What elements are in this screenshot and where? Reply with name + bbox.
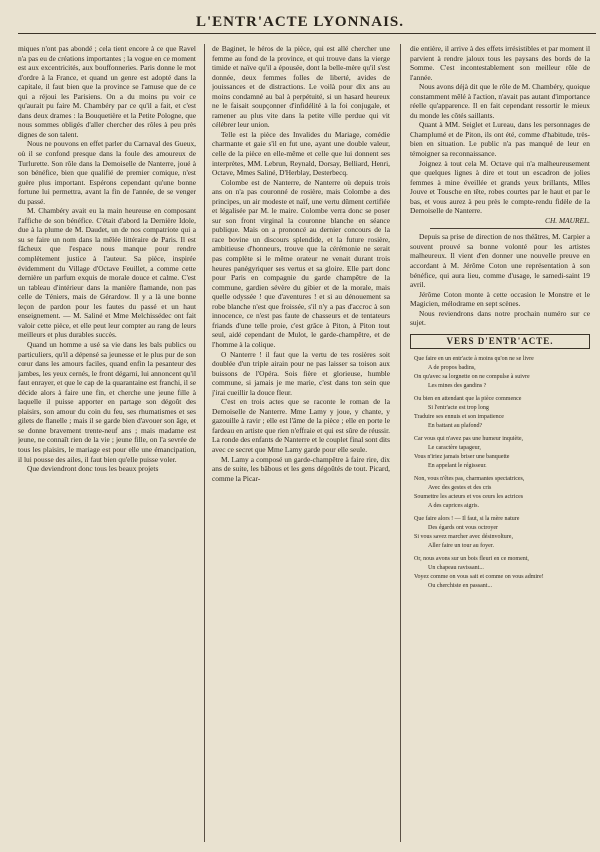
verse-line: Des égards ont vous octroyer	[428, 525, 498, 532]
column-divider	[204, 44, 205, 842]
paragraph: Depuis sa prise de direction de nos théâtres, M. Carpier a souvent prouvé sa bonne volonté pour les artistes malheureux. Il vient d'en donner une nouvelle preuve en accordant à M. Jérôme Coton une représentation à son bénéfice, qui aura lieu, comme d'usage, le samedi-saint 19 avril.	[410, 232, 590, 290]
verse-line: Que faire en un entr'acte à moins qu'on ne se livre	[414, 356, 534, 363]
verse-line: Aller faire un tour au foyer.	[428, 543, 494, 550]
paragraph: Joignez à tout cela M. Octave qui n'a malheureusement que quelques lignes à dire et tout un escadron de jolies femmes à mine éveillée et grands yeux brillants, Mlles Jouve et Tousche en tête, robes courtes par le haut et par le bas, et vous aurez à peu près le compte-rendu fidèle de la Demoiselle de Nanterre.	[410, 158, 590, 216]
paragraph: de Baginet, le héros de la pièce, qui est allé chercher une femme au fond de la province, et qui trouve dans la vierge timide et naïve qu'il a épousée, dont la belle-mère qu'il s'est donnée, deux femmes folles de liberté, avides de jouissances et de distractions. Le voilà pour dix ans au moins condamné au bal à perpétuité, si un hasard heureux ne le faisait soupçonner d'infidélité à la foi conjugale, et ramener au plus vite dans la petite ville perdue qui vit célébrer leur union.	[212, 44, 390, 130]
verse-line: Un chapeau ravissant...	[428, 565, 484, 572]
verse-block	[410, 355, 590, 591]
paragraph: Nous avons déjà dit que le rôle de M. Chambéry, quoique constamment mêlé à l'action, n'avait pas autant d'importance réelle qu'apparence. Il en fait cependant ressortir le mieux du monde les côtés saillants.	[410, 82, 590, 120]
verse-section-title: VERS D'ENTR'ACTE.	[410, 334, 590, 350]
paragraph: Nous ne pouvons en effet parler du Carnaval des Gueux, où il se confond presque dans la foule des amoureux de Turlurette. Son rôle dans la Demoiselle de Nanterre, joué à son bénéfice, bien que qualifié de premier comique, n'est guère plus important. Espérons cependant qu'une bonne fortune lui permettra, avant la fin de l'année, de se venger du passé.	[18, 139, 196, 206]
verse-line: On qu'avec sa lorgnette on ne compulse à suivre	[414, 374, 530, 381]
verse-line: Les mines des gandins ?	[428, 383, 487, 390]
verse-line: A des caprices aigris.	[428, 503, 479, 510]
verse-line: Si vous savez marcher avec désinvolture,	[414, 534, 513, 541]
verse-line: Car vous qui n'avez pas une humeur inquiète,	[414, 436, 524, 443]
paragraph: C'est en trois actes que se raconte le roman de la Demoiselle de Nanterre. Mme Lamy y joue, y chante, y gazouille à ravir ; elle est l'âme de la pièce ; elle en porte le fardeau en artiste que rien n'effraie et qui est sûre de réussir. La ronde des enfants de Nanterre et le couplet final sont dits avec ce secret que Mme Lamy garde pour elle seule.	[212, 397, 390, 454]
paragraph: Nous reviendrons dans notre prochain numéro sur ce sujet.	[410, 308, 590, 328]
verse-line: Ou bien en attendant que la pièce commence	[414, 396, 522, 403]
verse-line: Soumettre les acteurs et vos ceurs les actrices	[414, 494, 524, 501]
column-right	[410, 44, 590, 842]
section-separator	[430, 228, 570, 229]
paragraph: Que deviendront donc tous les beaux projets	[27, 464, 159, 474]
verse-line: En appelant le régisseur.	[428, 463, 487, 470]
masthead-rule	[18, 33, 596, 34]
column-divider	[400, 44, 401, 842]
verse-line: Avec des gestes et des cris	[428, 485, 492, 492]
verse-line: Le caractère tapageur,	[428, 445, 481, 452]
column-left	[18, 44, 196, 842]
paragraph: Quand un homme a usé sa vie dans les bals publics ou particuliers, qu'il a dépensé sa jeunesse et le plus pur de son cœur dans les amours faciles, quand enfin la pesanteur des jambes, les yeux cernés, le front dégarni, lui annoncent qu'il faut enrayer, et que le cap de la quarantaine est franchi, il se décide alors à faire une fin, et cherche une jeune fille à laquelle il puisse apporter en partage son dégoût des plaisirs, son amour du coin du feu, ses rhumatismes et ses gilets de flanelle ; mais il se garde bien d'avouer son âge, et se donne bravement trente-neuf ans ; mais madame est jeune, ne connaît rien de la vie ; jeune fille, on l'a sevrée de tous les plaisirs, le mariage est pour elle une émancipation, il lui pousse des ailes, il faut bien qu'elle puisse voler.	[18, 339, 196, 464]
paragraph: Jérôme Coton monte à cette occasion le Monstre et le Magicien, mélodrame en sept scènes.	[410, 289, 590, 309]
masthead-title: L'ENTR'ACTE LYONNAIS.	[196, 14, 404, 30]
paragraph: O Nanterre ! il faut que la vertu de tes rosières soit doublée d'un triple airain pour ne pas laisser sa toison aux buissons de l'Opéra. Sois fière et glorieuse, humble commune, si jamais je me marie, c'est dans ton sein que j'irai cueillir la douce fleur.	[212, 349, 390, 397]
verse-line: A de propos badins,	[428, 365, 476, 372]
verse-line: Non, vous n'êtes pas, charmantes spectatrices,	[414, 476, 525, 483]
verse-line: Or, nous avons sur un bois fleuri en ce moment,	[414, 556, 529, 563]
verse-line: Traduire ses ennuis et son impatience	[414, 414, 504, 421]
paragraph: Quant à MM. Seiglet et Lureau, dans les personnages de Champlumé et de Piton, ils ont été, comme d'habitude, très-bien en situation. Le public n'a pas manqué de leur en témoigner sa reconnaissance.	[410, 120, 590, 159]
paragraph: Telle est la pièce des Invalides du Mariage, comédie charmante et gaie s'il en fut une, ayant une double valeur, celle de la pièce en elle-même et celle que lui donnent ses interprètes, MM. Lebrun, Reynald, Dorsay, Belliard, Henri, Octave, Mmes Saliné, D'Herblay, Desterbecq.	[212, 129, 390, 178]
paragraph: Colombe est de Nanterre, de Nanterre où depuis trois ans on n'a pas couronné de rosière, mais Colombe a des principes, un air modeste et naïf, une vertu dûment certifiée et légalisée par M. le maire. Colombe verra donc se poser sur son front virginal la couronne blanche en séance publique. Mais on a prononcé au dernier concours de la race bovine un discours splendide, et la future rosière, ambitieuse d'honneurs, trouve que la cérémonie ne serait pas complète si le même orateur ne venait durant trois heures panégyriquer ses vertus et sa gloire. Elle part donc pour Paris en compagnie du garde champêtre de la commune, gardien sévère du gibier et de la morale, mais quelle odyssée ! que d'aventures ! et si au dénouement sa robe blanche n'est que froissée, s'il n'y a pas d'accroc à son innocence, ce n'est pas faute de chasseurs et de tentateurs friands d'une telle proie, c'est grâce à Piton, à Piton tout seul, aidé cependant de Mulot, le garde-champêtre, et de l'homme à la colique.	[212, 177, 390, 349]
paragraph: die entière, il arrive à des effets irrésistibles et par moment il parvient à rendre jaloux tous les paysans des bords de la Somme. C'est incontestablement son meilleur rôle de l'année.	[410, 44, 590, 82]
verse-line: Voyez comme on vous sait et comme on vous admire!	[414, 574, 544, 581]
verse-line: Ou cherchiste en passant...	[428, 583, 492, 590]
verse-line: En battant au plafond?	[428, 423, 483, 430]
paragraph: M. Chambéry avait eu la main heureuse en composant l'affiche de son bénéfice. C'était d'abord la Dernière Idole, due à la plume de M. Daudet, un de nos compatriote qui a su se faire un nom dans la mêlée littéraire de Paris. Il est fâcheux que l'espace nous manque pour rendre complètement justice à l'auteur. Sa pièce, inspirée évidemment du Village d'Octave Feuillet, a comme cette dernière un parfum exquis de morale douce et calme. C'est un tableau d'intérieur dans la manière flamande, non pas celle de Téniers, mais de Gérardow. Il y a là une bonne leçon de pardon pour les fautes du passé et un haut enseignement. — M. Saliné et Mme Melchissédec ont fait valoir cette pièce, et elle peut leur compter au rang de leurs meilleurs et plus durables succès.	[18, 206, 196, 340]
column-middle	[212, 44, 390, 842]
paragraph: M. Lamy a composé un garde-champêtre à faire rire, dix ans de suite, les bâbous et les gens dégoûtés de tout. Picard, comme la Picar-	[212, 454, 390, 483]
verse-line: Que faire alors ! — Il faut, si la mère nature	[414, 516, 520, 523]
verse-line: Si l'entr'acte est trop long	[428, 405, 489, 412]
verse-line: Vous n'iriez jamais briser une banquette	[414, 454, 510, 461]
signature: CH. MAUREL.	[545, 215, 590, 225]
paragraph: miques n'ont pas abondé ; cela tient encore à ce que Ravel n'a pas eu de créations importantes ; la vogue en ce moment est aux excentricités, aux bouffonneries. Paris donne le mot d'ordre à la France, et quand un genre est adopté dans la capitale, il faut bien que la province se l'amuse que de ce qui a réjoui les Parisiens. On a du moins pu voir ce qu'aurait pu faire M. Chambéry par ce qu'il a fait, et c'est dans deux drames : la Bouquetière et la Petite Pologne, que nous sommes obligés d'aller chercher des rôles à peu près dignes de son talent.	[18, 44, 196, 139]
